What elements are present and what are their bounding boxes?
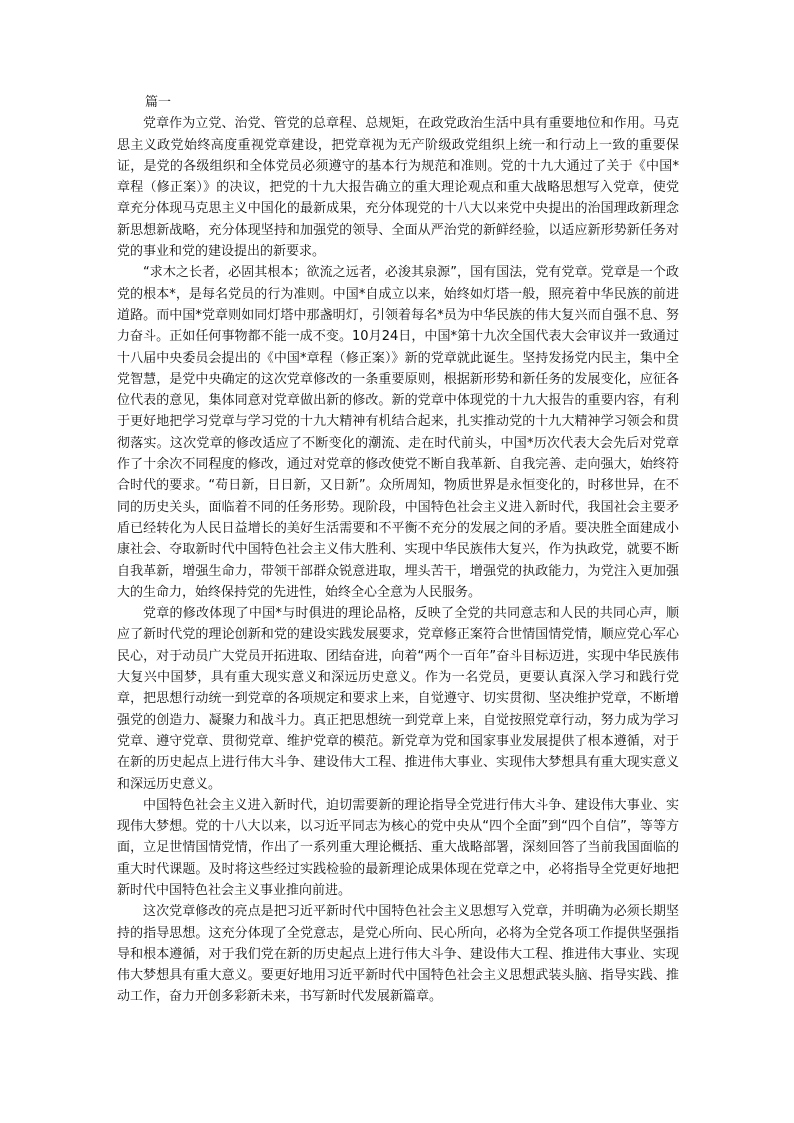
document-body [117,92,679,1008]
paragraph-1: 党章作为立党、治党、管党的总章程、总规矩，在政党政治生活中具有重要地位和作用。马克思主义政党始终高度重视党章建设，把党章视为无产阶级政党组织上统一和行动上一致的重要保证，是党的各级组织和全体党员必须遵守的基本行为规范和准则。党的十九大通过了关于《中国*章程（修正案）》的决议，把党的十九大报告确立的重大理论观点和重大战略思想写入党章，使党章充分体现马克思主义中国化的最新成果，充分体现党的十八大以来党中央提出的治国理政新理念新思想新战略，充分体现坚持和加强党的领导、全面从严治党的新鲜经验，以适应新形势新任务对党的事业和党的建设提出的新要求。 [117,116,679,260]
paragraph-3: 党章的修改体现了中国*与时俱进的理论品格，反映了全党的共同意志和人民的共同心声，顺应了新时代党的理论创新和党的建设实践发展要求，党章修正案符合世情国情党情，顺应党心军心民心，对于动员广大党员开拓进取、团结奋进，向着“两个一百年”奋斗目标迈进，实现中华民族伟大复兴中国梦，具有重大现实意义和深远历史意义。作为一名党员，更要认真深入学习和践行党章，把思想行动统一到党章的各项规定和要求上来，自觉遵守、切实贯彻、坚决维护党章，不断增强党的创造力、凝聚力和战斗力。真正把思想统一到党章上来，自觉按照党章行动，努力成为学习党章、遵守党章、贯彻党章、维护党章的模范。新党章为党和国家事业发展提供了根本遵循，对于在新的历史起点上进行伟大斗争、建设伟大工程、推进伟大事业、实现伟大梦想具有重大现实意义和深远历史意义。 [117,606,679,792]
section-heading: 篇一 [145,95,172,110]
paragraph-5: 这次党章修改的亮点是把习近平新时代中国特色社会主义思想写入党章，并明确为必须长期坚持的指导思想。这充分体现了全党意志，是党心所向、民心所向，必将为全党各项工作提供坚强指导和根本遵循，对于我们党在新的历史起点上进行伟大斗争、建设伟大工程、推进伟大事业、实现伟大梦想具有重大意义。要更好地用习近平新时代中国特色社会主义思想武装头脑、指导实践、推动工作，奋力开创多彩新未来，书写新时代发展新篇章。 [117,904,679,1005]
paragraph-2: “求木之长者，必固其根本；欲流之远者，必浚其泉源”，国有国法，党有党章。党章是一个政党的根本*，是每名党员的行为准则。中国*自成立以来，始终如灯塔一般，照亮着中华民族的前进道路。而中国*党章则如同灯塔中那盏明灯，引领着每名*员为中华民族的伟大复兴而自强不息、努力奋斗。正如任何事物都不能一成不变。10月24日，中国*第十九次全国代表大会审议并一致通过十八届中央委员会提出的《中国*章程（修正案）》新的党章就此诞生。坚持发扬党内民主，集中全党智慧，是党中央确定的这次党章修改的一条重要原则，根据新形势和新任务的发展变化，应征各位代表的意见，集体同意对党章做出新的修改。新的党章中体现党的十九大报告的重要内容，有利于更好地把学习党章与学习党的十九大精神有机结合起来，扎实推动党的十九大精神学习领会和贯彻落实。这次党章的修改适应了不断变化的潮流、走在时代前头，中国*历次代表大会先后对党章作了十余次不同程度的修改，通过对党章的修改使党不断自我革新、自我完善、走向强大，始终符合时代的要求。“苟日新，日日新，又日新”。众所周知，物质世界是永恒变化的，时移世异，在不同的历史关头，面临着不同的任务形势。现阶段，中国特色社会主义进入新时代，我国社会主要矛盾已经转化为人民日益增长的美好生活需要和不平衡不充分的发展之间的矛盾。要决胜全面建成小康社会、夺取新时代中国特色社会主义伟大胜利、实现中华民族伟大复兴，作为执政党，就要不断自我革新，增强生命力，带领干部群众锐意进取，埋头苦干，增强党的执政能力，为党注入更加强大的生命力，始终保持党的先进性，始终全心全意为人民服务。 [117,265,679,600]
paragraph-4: 中国特色社会主义进入新时代，迫切需要新的理论指导全党进行伟大斗争、建设伟大事业、实现伟大梦想。党的十八大以来，以习近平同志为核心的党中央从“四个全面”到“四个自信”，等等方面，立足世情国情党情，作出了一系列重大理论概括、重大战略部署，深刻回答了当前我国面临的重大时代课题。及时将这些经过实践检验的最新理论成果体现在党章之中，必将指导全党更好地把新时代中国特色社会主义事业推向前进。 [117,797,679,898]
